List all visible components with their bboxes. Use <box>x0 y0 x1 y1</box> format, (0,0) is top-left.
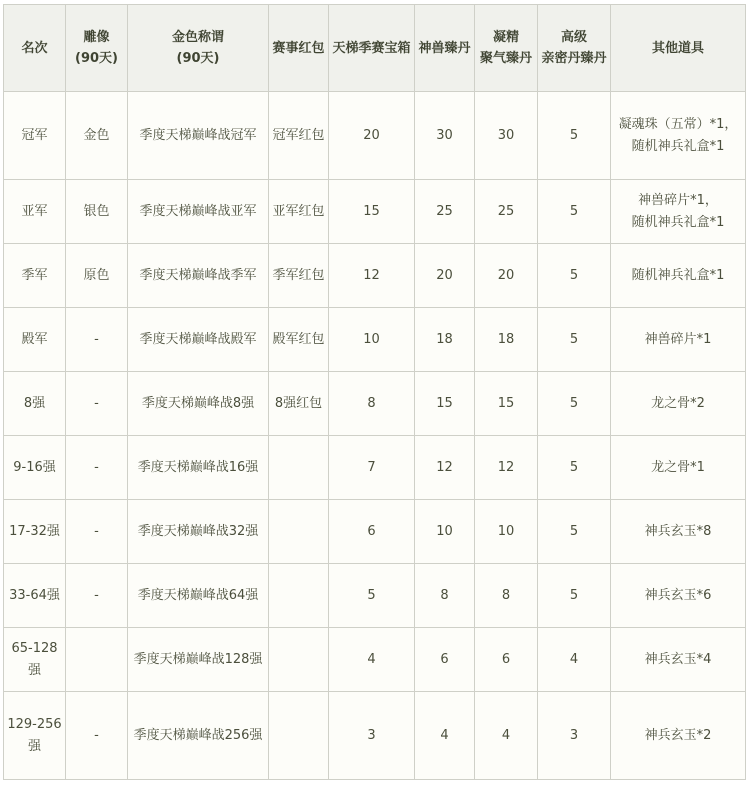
cell-gold-title: 季度天梯巅峰战8强 <box>128 372 269 436</box>
cell-jingqi-dan: 6 <box>475 628 538 692</box>
cell-intimacy-dan: 5 <box>538 564 611 628</box>
cell-beast-dan: 30 <box>415 92 475 180</box>
cell-jingqi-dan: 10 <box>475 500 538 564</box>
header-gold-title: 金色称谓 (90天) <box>128 5 269 92</box>
cell-event-red-packet <box>269 564 329 628</box>
cell-ladder-chest: 20 <box>329 92 415 180</box>
cell-rank: 亚军 <box>4 180 66 244</box>
table-row <box>4 628 746 692</box>
table-row <box>4 564 746 628</box>
cell-rank: 殿军 <box>4 308 66 372</box>
cell-other-items: 神兽碎片*1 <box>611 308 746 372</box>
header-rank: 名次 <box>4 5 66 92</box>
cell-other-items: 神兵玄玉*8 <box>611 500 746 564</box>
cell-other-items: 凝魂珠（五常）*1， 随机神兵礼盒*1 <box>611 92 746 180</box>
cell-rank: 129-256 强 <box>4 692 66 780</box>
cell-ladder-chest: 10 <box>329 308 415 372</box>
cell-statue: 银色 <box>66 180 128 244</box>
header-intimacy-dan: 高级 亲密丹臻丹 <box>538 5 611 92</box>
table-row <box>4 308 746 372</box>
cell-event-red-packet <box>269 500 329 564</box>
cell-event-red-packet: 8强红包 <box>269 372 329 436</box>
cell-rank: 65-128强 <box>4 628 66 692</box>
cell-rank: 8强 <box>4 372 66 436</box>
table-row <box>4 92 746 180</box>
cell-gold-title: 季度天梯巅峰战16强 <box>128 436 269 500</box>
cell-jingqi-dan: 30 <box>475 92 538 180</box>
cell-intimacy-dan: 5 <box>538 372 611 436</box>
cell-jingqi-dan: 12 <box>475 436 538 500</box>
table-row <box>4 180 746 244</box>
cell-statue: 原色 <box>66 244 128 308</box>
cell-beast-dan: 18 <box>415 308 475 372</box>
cell-ladder-chest: 6 <box>329 500 415 564</box>
table-row <box>4 244 746 308</box>
cell-other-items: 神兵玄玉*2 <box>611 692 746 780</box>
cell-gold-title: 季度天梯巅峰战256强 <box>128 692 269 780</box>
cell-intimacy-dan: 5 <box>538 308 611 372</box>
cell-jingqi-dan: 25 <box>475 180 538 244</box>
cell-statue: - <box>66 564 128 628</box>
cell-event-red-packet: 冠军红包 <box>269 92 329 180</box>
cell-other-items: 随机神兵礼盒*1 <box>611 244 746 308</box>
cell-other-items: 龙之骨*2 <box>611 372 746 436</box>
cell-intimacy-dan: 5 <box>538 436 611 500</box>
cell-statue: - <box>66 308 128 372</box>
cell-ladder-chest: 12 <box>329 244 415 308</box>
rewards-table <box>3 4 746 780</box>
cell-ladder-chest: 7 <box>329 436 415 500</box>
cell-beast-dan: 15 <box>415 372 475 436</box>
cell-beast-dan: 6 <box>415 628 475 692</box>
cell-jingqi-dan: 18 <box>475 308 538 372</box>
cell-other-items: 神兵玄玉*6 <box>611 564 746 628</box>
table-row <box>4 692 746 780</box>
cell-rank: 17-32强 <box>4 500 66 564</box>
cell-statue <box>66 628 128 692</box>
cell-event-red-packet: 亚军红包 <box>269 180 329 244</box>
header-ladder-chest: 天梯季赛宝箱 <box>329 5 415 92</box>
cell-intimacy-dan: 5 <box>538 180 611 244</box>
cell-rank: 33-64强 <box>4 564 66 628</box>
cell-intimacy-dan: 5 <box>538 92 611 180</box>
cell-event-red-packet <box>269 628 329 692</box>
cell-ladder-chest: 4 <box>329 628 415 692</box>
cell-beast-dan: 10 <box>415 500 475 564</box>
cell-statue: - <box>66 436 128 500</box>
cell-other-items: 神兵玄玉*4 <box>611 628 746 692</box>
cell-beast-dan: 8 <box>415 564 475 628</box>
cell-statue: 金色 <box>66 92 128 180</box>
cell-gold-title: 季度天梯巅峰战亚军 <box>128 180 269 244</box>
cell-statue: - <box>66 372 128 436</box>
cell-beast-dan: 20 <box>415 244 475 308</box>
cell-gold-title: 季度天梯巅峰战64强 <box>128 564 269 628</box>
cell-gold-title: 季度天梯巅峰战冠军 <box>128 92 269 180</box>
cell-jingqi-dan: 8 <box>475 564 538 628</box>
cell-rank: 9-16强 <box>4 436 66 500</box>
cell-ladder-chest: 15 <box>329 180 415 244</box>
header-jingqi-dan: 凝精 聚气臻丹 <box>475 5 538 92</box>
cell-intimacy-dan: 3 <box>538 692 611 780</box>
cell-beast-dan: 4 <box>415 692 475 780</box>
cell-statue: - <box>66 692 128 780</box>
cell-ladder-chest: 3 <box>329 692 415 780</box>
table-row <box>4 372 746 436</box>
header-other-items: 其他道具 <box>611 5 746 92</box>
table-row <box>4 500 746 564</box>
cell-event-red-packet <box>269 692 329 780</box>
cell-ladder-chest: 5 <box>329 564 415 628</box>
cell-intimacy-dan: 4 <box>538 628 611 692</box>
cell-rank: 季军 <box>4 244 66 308</box>
cell-gold-title: 季度天梯巅峰战殿军 <box>128 308 269 372</box>
cell-jingqi-dan: 20 <box>475 244 538 308</box>
cell-gold-title: 季度天梯巅峰战128强 <box>128 628 269 692</box>
cell-intimacy-dan: 5 <box>538 500 611 564</box>
cell-event-red-packet: 殿军红包 <box>269 308 329 372</box>
header-beast-dan: 神兽臻丹 <box>415 5 475 92</box>
cell-other-items: 神兽碎片*1， 随机神兵礼盒*1 <box>611 180 746 244</box>
cell-jingqi-dan: 15 <box>475 372 538 436</box>
cell-event-red-packet <box>269 436 329 500</box>
cell-gold-title: 季度天梯巅峰战季军 <box>128 244 269 308</box>
cell-intimacy-dan: 5 <box>538 244 611 308</box>
cell-ladder-chest: 8 <box>329 372 415 436</box>
table-body <box>4 92 746 780</box>
cell-gold-title: 季度天梯巅峰战32强 <box>128 500 269 564</box>
cell-event-red-packet: 季军红包 <box>269 244 329 308</box>
cell-statue: - <box>66 500 128 564</box>
table-row <box>4 436 746 500</box>
cell-beast-dan: 25 <box>415 180 475 244</box>
header-event-red-packet: 赛事红包 <box>269 5 329 92</box>
header-statue: 雕像 (90天) <box>66 5 128 92</box>
cell-other-items: 龙之骨*1 <box>611 436 746 500</box>
cell-jingqi-dan: 4 <box>475 692 538 780</box>
header-row <box>4 5 746 92</box>
cell-beast-dan: 12 <box>415 436 475 500</box>
cell-rank: 冠军 <box>4 92 66 180</box>
